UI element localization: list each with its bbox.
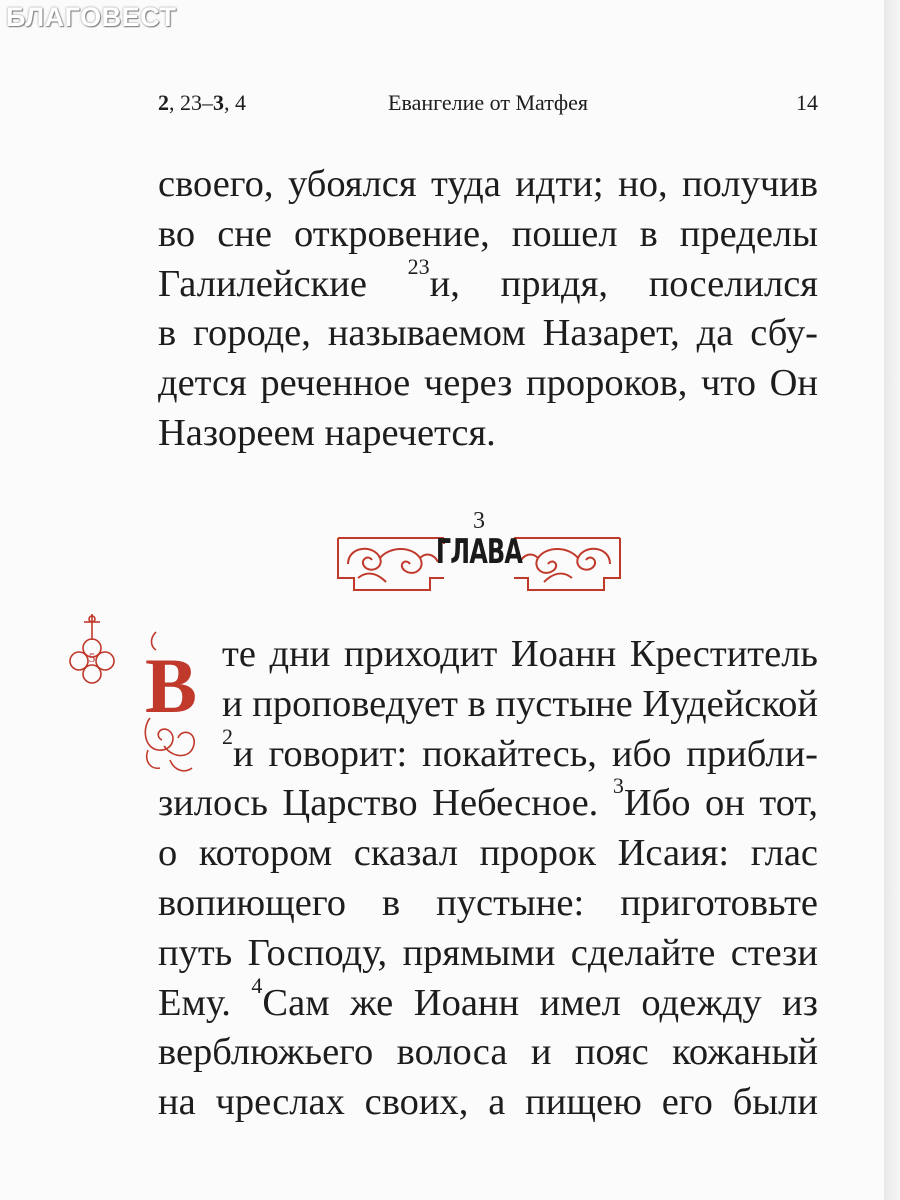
text-line: дется реченное через пророков, что Он <box>158 362 818 405</box>
verse-number: 2 <box>222 723 233 749</box>
text-line: $^2$и говорит: покайтесь, ибо прибли- <box>222 723 818 775</box>
verse-number: 23 <box>407 253 430 279</box>
text-line: и проповедует в пустыне Иудейской <box>222 682 818 725</box>
book-title: Евангелие от Матфея <box>388 90 588 115</box>
text-line: Галилейские $^{23}$и, придя, поселился <box>158 253 818 305</box>
text-line: в городе, называемом Назарет, да сбу- <box>158 312 818 355</box>
chapter-heading <box>334 508 624 598</box>
verse-number: 4 <box>251 972 263 998</box>
page-edge <box>884 0 900 1200</box>
text-line: зилось Царство Небесное. $^3$Ибо он тот, <box>158 773 818 825</box>
text-line: те дни приходит Иоанн Креститель <box>222 633 818 675</box>
verse-number: 3 <box>612 773 624 799</box>
text-line: о котором сказал пророк Исаия: глас <box>158 832 818 875</box>
text-line: Назореем наречется. <box>158 411 496 454</box>
drop-cap-letter: В <box>144 642 198 729</box>
text-line: Ему. $^4$Сам же Иоанн имел одежду из <box>158 972 818 1024</box>
verse-reference: 2, 23–3, 4 <box>158 90 246 115</box>
text-line: во сне откровение, пошел в пределы <box>158 212 818 255</box>
reading-marker <box>62 612 120 690</box>
text-line: своего, убоялся туда идти; но, получив <box>158 163 818 205</box>
chapter-label: ГЛАВА <box>435 532 523 572</box>
page-number: 14 <box>796 90 818 115</box>
watermark: БЛАГОВЕСТ <box>6 2 177 32</box>
running-header <box>158 90 818 124</box>
chapter-number: 3 <box>473 508 485 534</box>
text-line: на чреслах своих, а пищею его были <box>158 1081 818 1124</box>
text-line: путь Господу, прямыми сделайте стези <box>158 931 818 974</box>
margin-reading-number: 5 <box>88 650 96 665</box>
paragraph-chapter-3 <box>158 630 818 1128</box>
text-line: верблюжьего волоса и пояс кожаный <box>158 1031 818 1074</box>
paragraph-chapter-2-end <box>158 160 818 459</box>
text-line: вопиющего в пустыне: приготовьте <box>158 881 818 924</box>
